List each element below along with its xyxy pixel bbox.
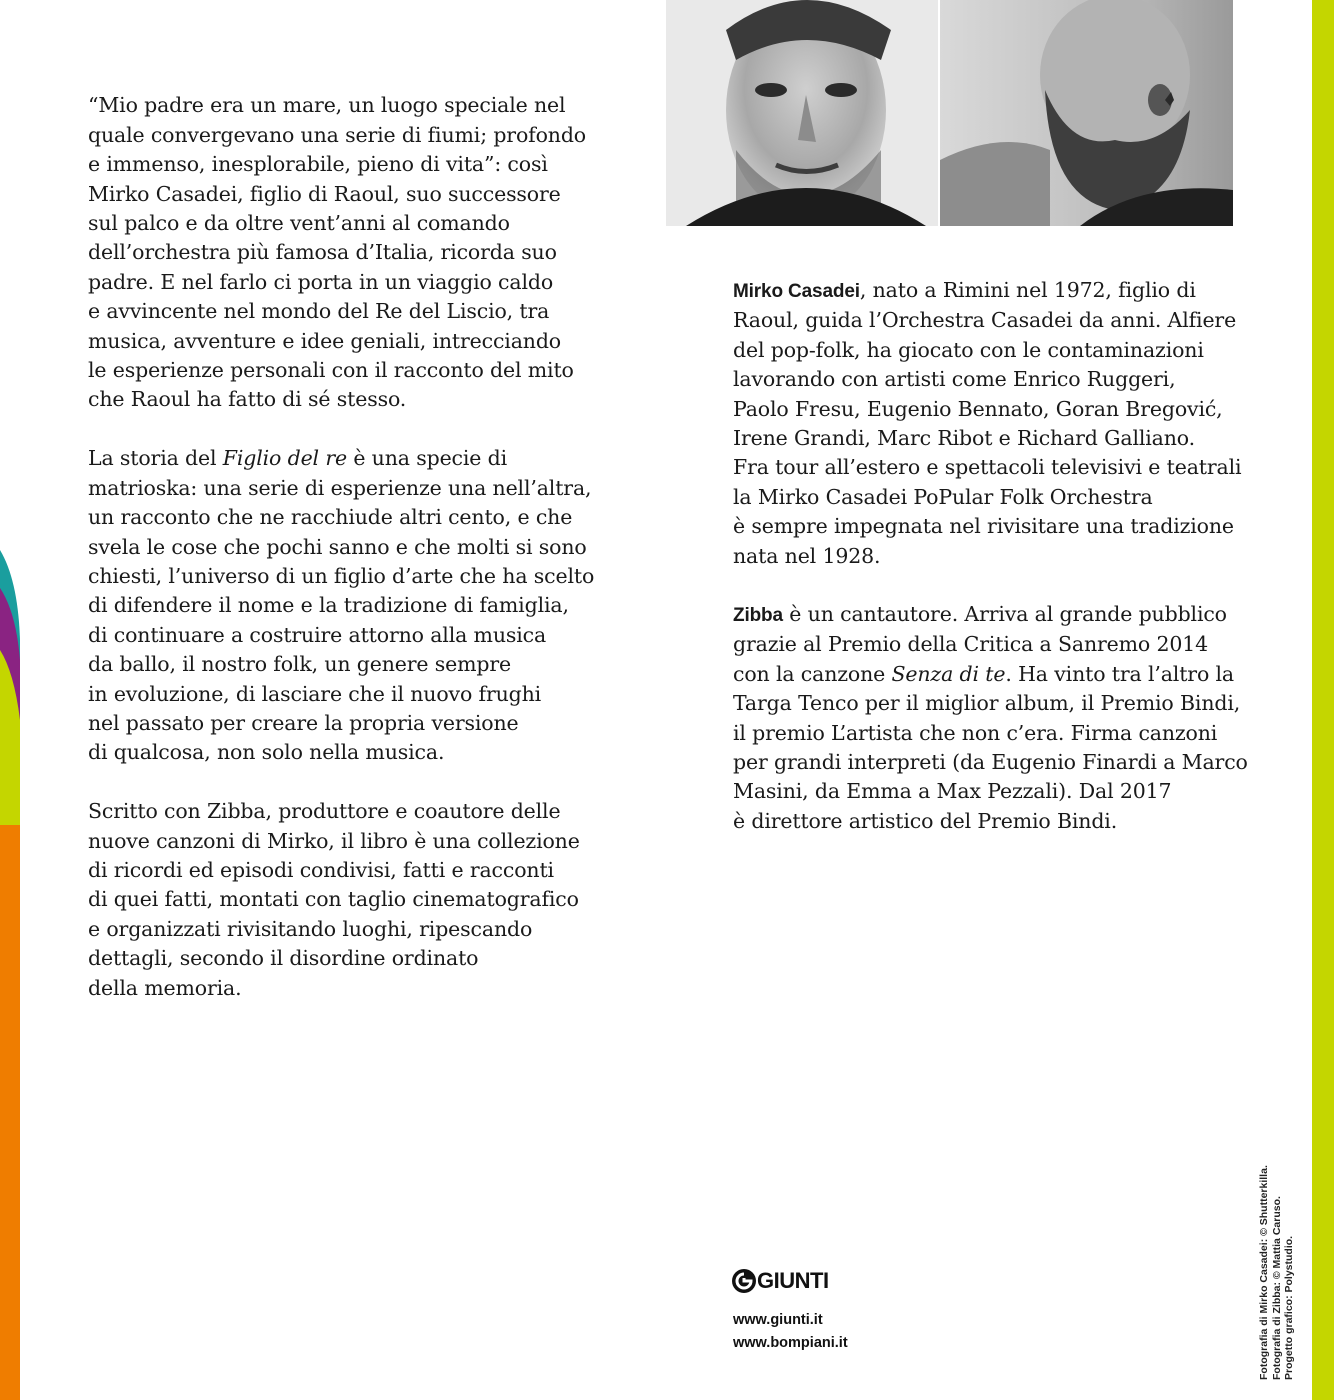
photo-credits [1258, 1150, 1295, 1380]
credit-line-3: Progetto grafico: Polystudio. [1283, 1235, 1295, 1380]
blurb-paragraph-1: “Mio padre era un mare, un luogo speciale nel quale convergevano una serie di fiumi; profondo e immenso, inesplorabile, pieno di vita”: così Mirko Casadei, figlio di Raoul, suo successore sul palco e da oltre vent’anni al comando dell’orchestra più famosa d’Italia, ricorda suo padre. E nel farlo ci porta in un viaggio caldo e avvincente nel mondo del Re del Liscio, tra musica, avventure e idee geniali, intrecciando le esperienze personali con il racconto del mito che Raoul ha fatto di sé stesso. [88, 93, 586, 412]
book-title: Figlio del re [222, 446, 347, 471]
bio-mirko-text: , nato a Rimini nel 1972, figlio di Raoul, guida l’Orchestra Casadei da anni. Alfiere del pop-folk, ha giocato con le contaminazioni lavorando con artisti come Enrico Ruggeri, Paolo Fresu, Eugenio Bennato, Goran Bregović, Irene Grandi, Marc Ribot e Richard Galliano. Fra tour all’estero e spettacoli televisivi e teatrali la Mirko Casadei PoPular Folk Orchestra è sempre impegnata nel rivisitare una tradizione nata nel 1928. [733, 278, 1242, 568]
bio-zibba-text-1: è un cantautore. Arriva al grande pubblico grazie al Premio della Critica a Sanremo 2014 con la canzone [733, 602, 1227, 686]
portrait-image [940, 0, 1233, 226]
credit-line-2: Fotografia di Zibba: © Mattia Caruso. [1270, 1196, 1283, 1380]
author-name-mirko: Mirko Casadei [733, 281, 860, 302]
right-green-strip [1312, 0, 1334, 1400]
giunti-logo [731, 1266, 829, 1296]
bio-mirko-casadei [733, 276, 1293, 571]
bio-zibba-text-2: . Ha vinto tra l’altro la Targa Tenco per il miglior album, il Premio Bindi, il premio L’artista che non c’era. Firma canzoni per grandi interpreti (da Eugenio Finardi a Marco Masini, da Emma a Max Pezzali). Dal 2017 è direttore artistico del Premio Bindi. [733, 661, 1248, 833]
orange-band [0, 825, 20, 1400]
decorative-arc-band [0, 0, 22, 1400]
photo-mirko-casadei [666, 0, 938, 226]
song-title: Senza di te [891, 661, 1006, 686]
blurb-p2-start: La storia del [88, 446, 223, 471]
blurb-paragraph-3: Scritto con Zibba, produttore e coautore delle nuove canzoni di Mirko, il libro è una collezione di ricordi ed episodi condivisi, fatti e racconti di quei fatti, montati con taglio cinematografico e organizzati rivisitando luoghi, ripescando dettagli, secondo il disordine ordinato della memoria. [88, 799, 580, 1000]
blurb-paragraph-2 [88, 444, 628, 767]
blurb-p2-rest: è una specie di matrioska: una serie di esperienze una nell’altra, un racconto che ne racchiude altri cento, e che svela le cose che pochi sanno e che molti si sono chiesti, l’universo di un figlio d’arte che ha scelto di difendere il nome e la tradizione di famiglia, di continuare a costruire attorno alla musica da ballo, il nostro folk, un genere sempre in evoluzione, di lasciare che il nuovo frughi nel passato per creare la propria versione di qualcosa, non solo nella musica. [88, 446, 595, 765]
credit-line-1: Fotografia di Mirko Casadei: © Shutterkilla. [1258, 1165, 1270, 1380]
photo-zibba [940, 0, 1233, 226]
author-name-zibba: Zibba [733, 605, 783, 626]
url-giunti[interactable]: www.giunti.it [733, 1312, 823, 1328]
url-bompiani[interactable]: www.bompiani.it [733, 1335, 848, 1351]
portrait-image [666, 0, 938, 226]
giunti-g-icon [731, 1268, 757, 1294]
publisher-name: GIUNTI [757, 1268, 829, 1293]
bio-zibba [733, 600, 1293, 836]
book-blurb [88, 62, 628, 1032]
